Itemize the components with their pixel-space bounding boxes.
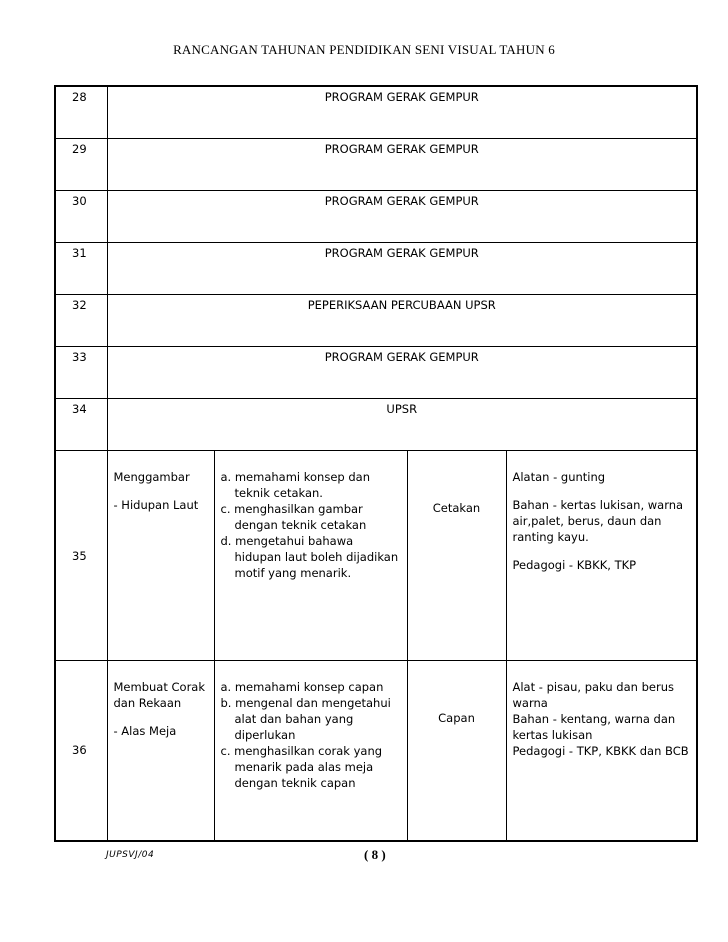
week-cell: 34 xyxy=(55,399,107,451)
table-row xyxy=(55,191,697,243)
page-title: RANCANGAN TAHUNAN PENDIDIKAN SENI VISUAL TAHUN 6 xyxy=(173,42,555,57)
week-cell: 28 xyxy=(55,86,107,139)
table-row xyxy=(55,86,697,139)
learning-area: Membuat Corak dan Rekaan xyxy=(113,680,206,710)
objective-item: c. menghasilkan corak yang menarik pada alas meja dengan teknik capan xyxy=(220,744,383,790)
notes-cell xyxy=(506,661,697,841)
objective-item: d. mengetahui bahawa hidupan laut boleh dijadikan motif yang menarik. xyxy=(220,534,399,580)
activity-cell: PEPERIKSAAN PERCUBAAN UPSR xyxy=(107,295,697,347)
learning-area: Menggambar xyxy=(113,470,190,484)
learning-area-cell xyxy=(107,661,214,841)
yearly-plan-table xyxy=(54,85,698,842)
topic: - Alas Meja xyxy=(113,724,177,738)
notes-pedagogy: Pedagogi - KBKK, TKP xyxy=(512,558,637,572)
week-cell: 33 xyxy=(55,347,107,399)
activity-cell: PROGRAM GERAK GEMPUR xyxy=(107,347,697,399)
week-cell: 29 xyxy=(55,139,107,191)
page-number: ( 8 ) xyxy=(364,847,386,862)
table-row xyxy=(55,451,697,661)
week-cell: 32 xyxy=(55,295,107,347)
objective-item: b. mengenal dan mengetahui alat dan bahan yang diperlukan xyxy=(220,696,391,742)
notes-tools: Alat - pisau, paku dan berus warna xyxy=(512,680,674,710)
objective-item: a. memahami konsep dan teknik cetakan. xyxy=(220,470,371,500)
table-row xyxy=(55,139,697,191)
topic: - Hidupan Laut xyxy=(113,498,199,512)
week-cell: 35 xyxy=(55,451,107,661)
technique-cell: Capan xyxy=(407,661,506,841)
document-code: JUPSVJ/04 xyxy=(106,850,155,860)
objective-item: c. menghasilkan gambar dengan teknik cetakan xyxy=(220,502,367,532)
table-row xyxy=(55,399,697,451)
table-row xyxy=(55,347,697,399)
activity-cell: PROGRAM GERAK GEMPUR xyxy=(107,139,697,191)
activity-cell: PROGRAM GERAK GEMPUR xyxy=(107,243,697,295)
objectives-cell xyxy=(214,661,407,841)
table-row xyxy=(55,243,697,295)
week-cell: 31 xyxy=(55,243,107,295)
learning-area-cell xyxy=(107,451,214,661)
activity-cell: PROGRAM GERAK GEMPUR xyxy=(107,191,697,243)
activity-cell: PROGRAM GERAK GEMPUR xyxy=(107,86,697,139)
notes-pedagogy: Pedagogi - TKP, KBKK dan BCB xyxy=(512,744,689,758)
notes-tools: Alatan - gunting xyxy=(512,470,606,484)
notes-materials: Bahan - kentang, warna dan kertas lukisan xyxy=(512,712,676,742)
technique-cell: Cetakan xyxy=(407,451,506,661)
notes-cell xyxy=(506,451,697,661)
objective-item: a. memahami konsep capan xyxy=(220,680,384,694)
activity-cell: UPSR xyxy=(107,399,697,451)
table-row xyxy=(55,661,697,841)
table-row xyxy=(55,295,697,347)
week-cell: 30 xyxy=(55,191,107,243)
week-cell: 36 xyxy=(55,661,107,841)
objectives-cell xyxy=(214,451,407,661)
notes-materials: Bahan - kertas lukisan, warna air,palet, berus, daun dan ranting kayu. xyxy=(512,498,684,544)
